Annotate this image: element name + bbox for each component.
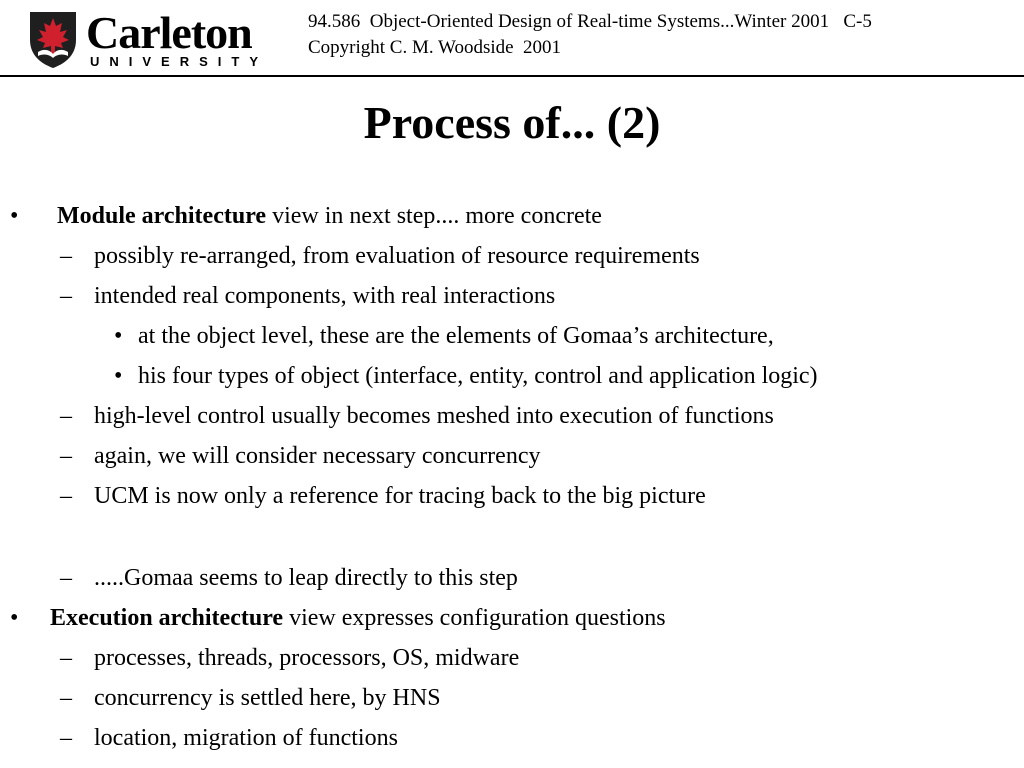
course-line: 94.586 Object-Oriented Design of Real-time Systems...Winter 2001 C-5 [308, 11, 872, 32]
dash-marker: – [60, 443, 72, 469]
sub-item-text: location, migration of functions [94, 725, 398, 751]
dash-marker: – [60, 645, 72, 671]
carleton-logo [28, 7, 269, 72]
dash-marker: – [60, 403, 72, 429]
dash-marker: – [60, 725, 72, 751]
dash-marker: – [60, 243, 72, 269]
bullet-marker: • [10, 605, 19, 631]
slide-header [308, 9, 872, 61]
logo-subtitle: UNIVERSITY [90, 54, 269, 69]
bold-term: Module architecture [57, 203, 267, 229]
sub-item-text: possibly re-arranged, from evaluation of resource requirements [94, 243, 700, 269]
bullet-marker: • [10, 203, 19, 229]
sub-item-text: high-level control usually becomes meshed into execution of functions [94, 403, 774, 429]
bullet-text: Execution architecture view expresses configuration questions [50, 605, 666, 631]
dash-marker: – [60, 565, 72, 591]
bullet-text: Module architecture view in next step.... more concrete [57, 203, 602, 229]
dash-marker: – [60, 685, 72, 711]
slide-title: Process of... (2) [363, 97, 661, 148]
shield-icon [28, 10, 78, 70]
logo-wordmark: Carleton [86, 7, 252, 58]
bold-term: Execution architecture [50, 605, 284, 631]
sub-item-text: intended real components, with real interactions [94, 283, 556, 309]
sub-item-text: UCM is now only a reference for tracing back to the big picture [94, 483, 706, 509]
dash-marker: – [60, 283, 72, 309]
copyright-line: Copyright C. M. Woodside 2001 [308, 37, 562, 58]
sub-item-text: concurrency is settled here, by HNS [94, 685, 441, 711]
sub-sub-item-text: at the object level, these are the elements of Gomaa’s architecture, [138, 323, 774, 349]
dash-marker: – [60, 483, 72, 509]
sub-item-text: .....Gomaa seems to leap directly to this step [94, 565, 518, 591]
bullet-marker: • [114, 323, 123, 349]
bullet-marker: • [114, 363, 123, 389]
header-divider [0, 75, 1024, 77]
sub-item-text: processes, threads, processors, OS, midware [94, 645, 520, 671]
sub-item-text: again, we will consider necessary concurrency [94, 443, 541, 469]
sub-sub-item-text: his four types of object (interface, entity, control and application logic) [138, 363, 818, 389]
